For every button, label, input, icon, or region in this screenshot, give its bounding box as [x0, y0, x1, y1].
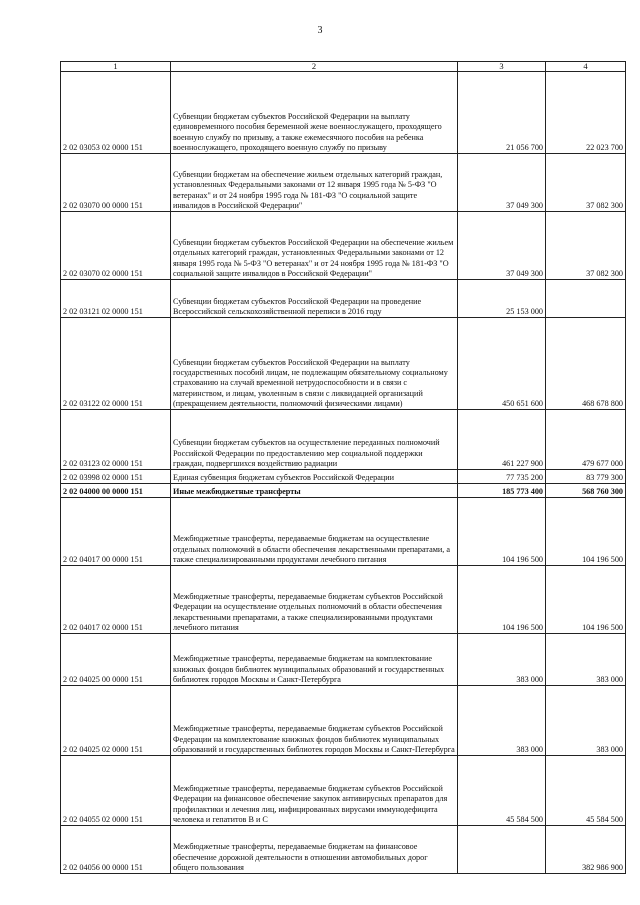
row-code: 2 02 03070 02 0000 151: [61, 212, 171, 280]
table-row: [61, 318, 626, 410]
row-value-col3: 461 227 900: [458, 410, 546, 470]
row-value-col3: 21 056 700: [458, 72, 546, 154]
row-description: Субвенции бюджетам субъектов Российской Федерации на проведение Всероссийской сельскохозяйственной переписи в 2016 году: [171, 280, 458, 318]
table-row: [61, 280, 626, 318]
row-value-col3: [458, 826, 546, 874]
row-description: Субвенции бюджетам субъектов Российской Федерации на выплату государственных пособий лицам, не подлежащим обязательному социальному страхованию на случай временной нетрудоспособности и в связи с материнством, и лицам, уволенным в связи с ликвидацией организаций (прекращением деятельности, полномочий физическими лицами): [171, 318, 458, 410]
row-code: 2 02 04055 02 0000 151: [61, 756, 171, 826]
row-value-col4: 568 760 300: [546, 484, 626, 498]
table-row: [61, 498, 626, 566]
row-code: 2 02 03123 02 0000 151: [61, 410, 171, 470]
table-row: [61, 826, 626, 874]
table-row: [61, 154, 626, 212]
row-value-col4: [546, 280, 626, 318]
row-description: Субвенции бюджетам субъектов Российской Федерации на выплату единовременного пособия беременной жене военнослужащего, проходящего военную службу по призыву, а также ежемесячного пособия на ребенка военнослужащего, проходящего военную службу по призыву: [171, 72, 458, 154]
row-description: Субвенции бюджетам субъектов Российской Федерации на обеспечение жильем отдельных категорий граждан, установленных Федеральными законами от 12 января 1995 года № 5-ФЗ "О ветеранах" и от 24 ноября 1995 года № 181-ФЗ "О социальной защите инвалидов в Российской Федерации": [171, 212, 458, 280]
table-row: [61, 484, 626, 498]
row-value-col4: 104 196 500: [546, 566, 626, 634]
row-description: Межбюджетные трансферты, передаваемые бюджетам субъектов Российской Федерации на комплектование книжных фондов библиотек муниципальных образований и государственных библиотек городов Москвы и Санкт-Петербурга: [171, 686, 458, 756]
row-code: 2 02 03121 02 0000 151: [61, 280, 171, 318]
row-value-col4: 37 082 300: [546, 212, 626, 280]
row-description: Единая субвенция бюджетам субъектов Российской Федерации: [171, 470, 458, 484]
row-value-col4: 382 986 900: [546, 826, 626, 874]
row-description: Межбюджетные трансферты, передаваемые бюджетам субъектов Российской Федерации на осуществление отдельных полномочий в области обеспечения лекарственными препаратами, а также специализированными продуктами лечебного питания: [171, 566, 458, 634]
row-code: 2 02 04017 02 0000 151: [61, 566, 171, 634]
row-description: Иные межбюджетные трансферты: [171, 484, 458, 498]
row-value-col4: 22 023 700: [546, 72, 626, 154]
row-code: 2 02 04056 00 0000 151: [61, 826, 171, 874]
row-description: Субвенции бюджетам на обеспечение жильем отдельных категорий граждан, установленных Федеральными законами от 12 января 1995 года № 5-ФЗ "О ветеранах" и от 24 ноября 1995 года № 181-ФЗ "О социальной защите инвалидов в Российской Федерации": [171, 154, 458, 212]
row-value-col3: 77 735 200: [458, 470, 546, 484]
row-code: 2 02 03998 02 0000 151: [61, 470, 171, 484]
row-value-col4: 45 584 500: [546, 756, 626, 826]
header-col-3: 3: [458, 62, 546, 72]
row-code: 2 02 03122 02 0000 151: [61, 318, 171, 410]
row-description: Межбюджетные трансферты, передаваемые бюджетам на финансовое обеспечение дорожной деятельности в отношении автомобильных дорог общего пользования: [171, 826, 458, 874]
row-value-col3: 37 049 300: [458, 154, 546, 212]
row-code: 2 02 04025 00 0000 151: [61, 634, 171, 686]
row-code: 2 02 04017 00 0000 151: [61, 498, 171, 566]
row-value-col3: 383 000: [458, 686, 546, 756]
row-value-col4: 383 000: [546, 686, 626, 756]
row-value-col3: 383 000: [458, 634, 546, 686]
header-row: [61, 62, 626, 72]
header-col-2: 2: [171, 62, 458, 72]
table-row: [61, 686, 626, 756]
row-code: 2 02 03053 02 0000 151: [61, 72, 171, 154]
table-row: [61, 566, 626, 634]
row-value-col4: 104 196 500: [546, 498, 626, 566]
table-row: [61, 470, 626, 484]
table-row: [61, 756, 626, 826]
row-code: 2 02 03070 00 0000 151: [61, 154, 171, 212]
row-value-col3: 45 584 500: [458, 756, 546, 826]
row-value-col4: 383 000: [546, 634, 626, 686]
row-value-col4: 83 779 300: [546, 470, 626, 484]
row-description: Субвенции бюджетам субъектов на осуществление переданных полномочий Российской Федерации по предоставлению мер социальной поддержки граждан, подвергшихся воздействию радиации: [171, 410, 458, 470]
budget-table: [60, 61, 626, 874]
row-value-col4: 37 082 300: [546, 154, 626, 212]
row-code: 2 02 04025 02 0000 151: [61, 686, 171, 756]
table-row: [61, 634, 626, 686]
row-value-col3: 25 153 000: [458, 280, 546, 318]
row-value-col3: 104 196 500: [458, 566, 546, 634]
row-value-col4: 479 677 000: [546, 410, 626, 470]
row-value-col3: 37 049 300: [458, 212, 546, 280]
table-row: [61, 410, 626, 470]
row-value-col3: 104 196 500: [458, 498, 546, 566]
header-col-1: 1: [61, 62, 171, 72]
table-row: [61, 212, 626, 280]
header-col-4: 4: [546, 62, 626, 72]
row-value-col3: 185 773 400: [458, 484, 546, 498]
row-value-col3: 450 651 600: [458, 318, 546, 410]
row-code: 2 02 04000 00 0000 151: [61, 484, 171, 498]
row-description: Межбюджетные трансферты, передаваемые бюджетам субъектов Российской Федерации на финансовое обеспечение закупок антивирусных препаратов для профилактики и лечения лиц, инфицированных вирусами иммунодефицита человека и гепатитов В и С: [171, 756, 458, 826]
page-number: 3: [317, 25, 323, 36]
row-description: Межбюджетные трансферты, передаваемые бюджетам на комплектование книжных фондов библиотек муниципальных образований и государственных библиотек городов Москвы и Санкт-Петербурга: [171, 634, 458, 686]
row-value-col4: 468 678 800: [546, 318, 626, 410]
table-row: [61, 72, 626, 154]
row-description: Межбюджетные трансферты, передаваемые бюджетам на осуществление отдельных полномочий в области обеспечения лекарственными препаратами, а также специализированными продуктами лечебного питания: [171, 498, 458, 566]
